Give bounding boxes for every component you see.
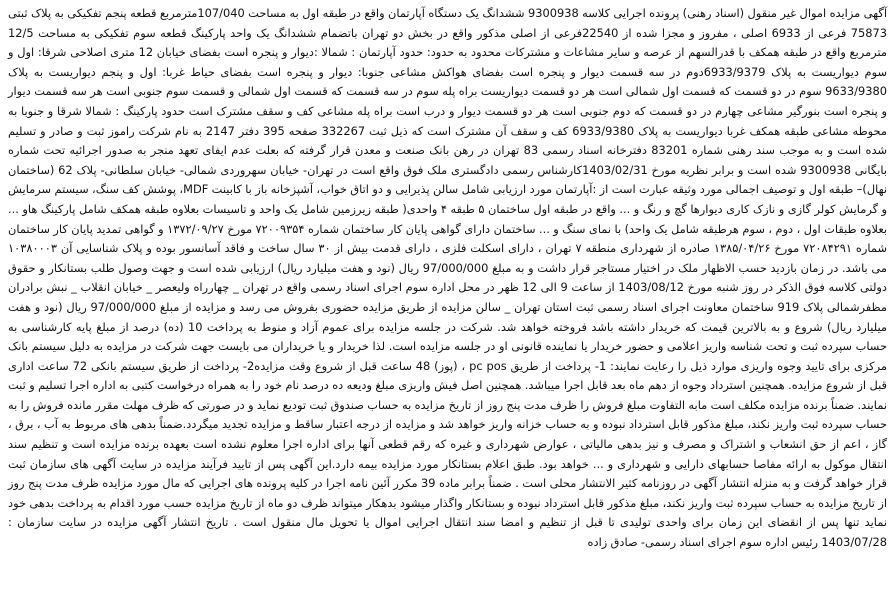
notice-body: آگهی مزایده اموال غیر منقول (اسناد رهنی) پرونده اجرایی کلاسه 9300938 ششدانگ یک دستگاه آپارتمان واقع در طبقه اول به مساحت 107/040مترمربع قطعه پنجم تفکیکی به پلاک ثبتی 75873 فرعی از 6933 اصلی ، مفروز و مجزا شده از 22540فرعی از اصلی مذکور واقع در بخش دو تهران باتضمام ششدانگ یک واحد پارکینگ قطعه سوم تفکیکی به مساحت 12/5 مترمربع واقع در طبقه همکف با قدرالسهم از عرصه و سایر مشاعات و مشترکات محدود به حدود: حدود آپارتمان : شمالا :دیوار و پنجره است بفضای خیابان 12 متری اصلاحی شرقا: اول و سوم دیواریست به پلاک 6933/9379دوم در سه قسمت دیوار و پنجره است بفضای هواکش مشاعی جنوبا: دیوار و پنجره است بفضای حیاط غربا: اول و پنجم دیواریست به پلاک 9633/9380 سوم در دو قسمت که قسمت اول شمالی است هر دو قسمت دیواریست براه پله سوم در سه قسمت که قسمت اول شمالی و قسمت سوم جنوبی است هر سه قسمت دیوار و پنجره است بنورگیر مشاعی چهارم در دو قسمت که دوم جنوبی است هر دو قسمت دیوار و درب است براه پله مشاعی کف و سقف مشترک است حدود پارکینگ : شمالا شرقا و جنوبا به محوطه مشاعی طبقه همکف غربا دیواریست به پلاک 6933/9380 کف و سقف آن مشترک است که ذیل ثبت 332267 صفحه 395 دفتر 2147 به نام شرکت راموز ثبت و صادر و تسلیم شده است و به موجب سند رهنی شماره 83201 دفترخانه اسناد رسمی 83 تهران در رهن بانک صنعت و معدن قرار گرفته که بعلت عدم ایفای تعهد منجر به صدور اجرائیه تحت شماره بایگانی 9300938 شده است و برابر نظریه مورخ 1403/02/31کارشناس رسمی دادگستری ملک فوق واقع است در تهران- خیابان سهروردی شمالی- خیابان سلطانی- پلاک 62 (ساختمان نهال)– طبقه اول و توصیف اجمالی مورد وثیقه عبارت است از :آپارتمان مورد ارزیابی شامل سالن پذیرایی و دو اتاق خواب، آشپزخانه باز با کابینت MDF، پوشش کف سنگ، سیستم سرمایش و گرمایش کولر گازی و نازک کاری دیوارها گچ و رنگ و ... واقع در طبقه اول ساختمان ۵ طبقه ۴ واحدی( طبقه زیرزمین شامل یک واحد و تاسیسات بعلاوه طبقه همکف شامل پارکینگ هاو ... بعلاوه طبقات اول ، دوم ، سوم هرطبقه شامل یک واحد) با نمای سنگ و ... ساختمان دارای گواهی پایان کار ساختمان شماره ۷۲۰۰۹۳۵۴ مورخ ۱۳۷۲/۰۹/۲۷ و گواهی تمدید پایان کار ساختمان شماره ۷۲۰۸۴۲۹۱ مورخ ۱۳۸۵/۰۴/۲۶ صادره از شهرداری منطقه ۷ تهران ، دارای اسکلت فلزی ، دارای قدمت بیش از ۳۰ سال ساخت و فاقد آسانسور بوده و پلاک شناسایی آن ۱۰۳۸۰۰۰۳ می باشد. در زمان بازدید حسب الاظهار ملک در اختیار مستاجر قرار داشت و به مبلغ 97/000/000 ریال (نود و هفت میلیارد ریال) ارزیابی شده است و جهت وصول طلب بستانکار و حقوق دولتی کلاسه فوق الذکر در روز شنبه مورخ 1403/08/12 از ساعت 9 الی 12 ظهر در محل اداره سوم اجرای اسناد رسمی واقع در تهران _ چهارراه ولیعصر _ خیابان انقلاب _ نبش برادران مظفرشمالی پلاک 919 ساختمان معاونت اجرای اسناد رسمی ثبت استان تهران _ سالن مزایده از طریق مزایده حضوری بفروش می رسد و مزایده از مبلغ 97/000/000 ریال (نود و هفت میلیارد ریال) شروع و به بالاترین قیمت که خریدار داشته باشد فروخته خواهد شد. شرکت در جلسه مزایده برای عموم آزاد و منوط به پرداخت 10 (ده) درصد از مبلغ پایه کارشناسی به حساب سپرده ثبت و تحت شناسه واریز اعلامی و حضور خریدار یا نماینده قانونی او در جلسه مزایده است. لذا خریدار و یا خریداران می بایست جهت شرکت در مزایده به دلیل سیستم بانک مرکزی برای تایید وجوه واریزی موارد ذیل را رعایت نمایند: 1- پرداخت از طریق pc pos ، (پوز) 48 ساعت قبل از شروع وقت مزایده2- پرداخت از طریق سیستم بانکی 72 ساعت اداری قبل از شروع مزایده. همچنین استرداد وجوه از دهم ماه بعد قابل اجرا میباشد. همچنین اصل فیش واریزی مبلغ ودیعه ده درصد نام خود را به همراه درخواست کتبی به اداره اجرا تسلیم و ثبت نمایند. ضمناً برنده مزایده مکلف است مابه التفاوت مبلغ فروش را ظرف مدت پنج روز از تاریخ مزایده به حساب صندوق ثبت تودیع نماید و در صورتی که ظرف مهلت مقرر مانده فروش را به حساب سپرده ثبت واریز نکند، مبلغ مذکور قابل استرداد نبوده و به حساب خزانه واریز خواهد شد و مزایده از درجه اعتبار ساقط و مزایده تجدید میگردد.ضمناً بدهی های مربوط به آب ، برق ، گاز ، اعم از حق انشعاب و اشتراک و مصرف و نیز بدهی مالیاتی ، عوارض شهرداری و غیره که رقم قطعی آنها برای اداره اجرا معلوم نشده است بعهده برنده مزایده است و تنظیم سند انتقال موکول به ارائه مفاصا حسابهای دارایی و شهرداری و ... خواهد بود. طبق اعلام بستانکار مورد مزایده بیمه دارد.این آگهی پس از تایید فرآیند مزایده در سایت آگهی های سازمان ثبت قرار خواهد گرفت و به منزله انتشار آگهی در روزنامه کثیر الانتشار محلی است . ضمناً برابر ماده 39 مکرر آئین نامه اجرا در کلیه پرونده های اجرایی که مال مورد مزایده ظرف مدت پنج روز از تاریخ مزایده به حساب سپرده ثبت واریز نکند، مبلغ مذکور قابل استرداد نبوده و بستانکار واگذار میشود بدهکار میتواند ظرف دو ماه از تاریخ مزایده حسب مورد اقدام به پرداخت بدهی خود نماید تنها پس از انقضای این زمان برای واحدی تولیدی تا قبل از تنظیم و امضا سند انتقال اجرایی اموال یا تحویل مال منقول است . تاریخ انتشار آگهی مزایده در سایت سازمان : 1403/07/28 رئیس اداره سوم اجرای اسناد رسمی- صادق زاده	[8, 6, 888, 550]
